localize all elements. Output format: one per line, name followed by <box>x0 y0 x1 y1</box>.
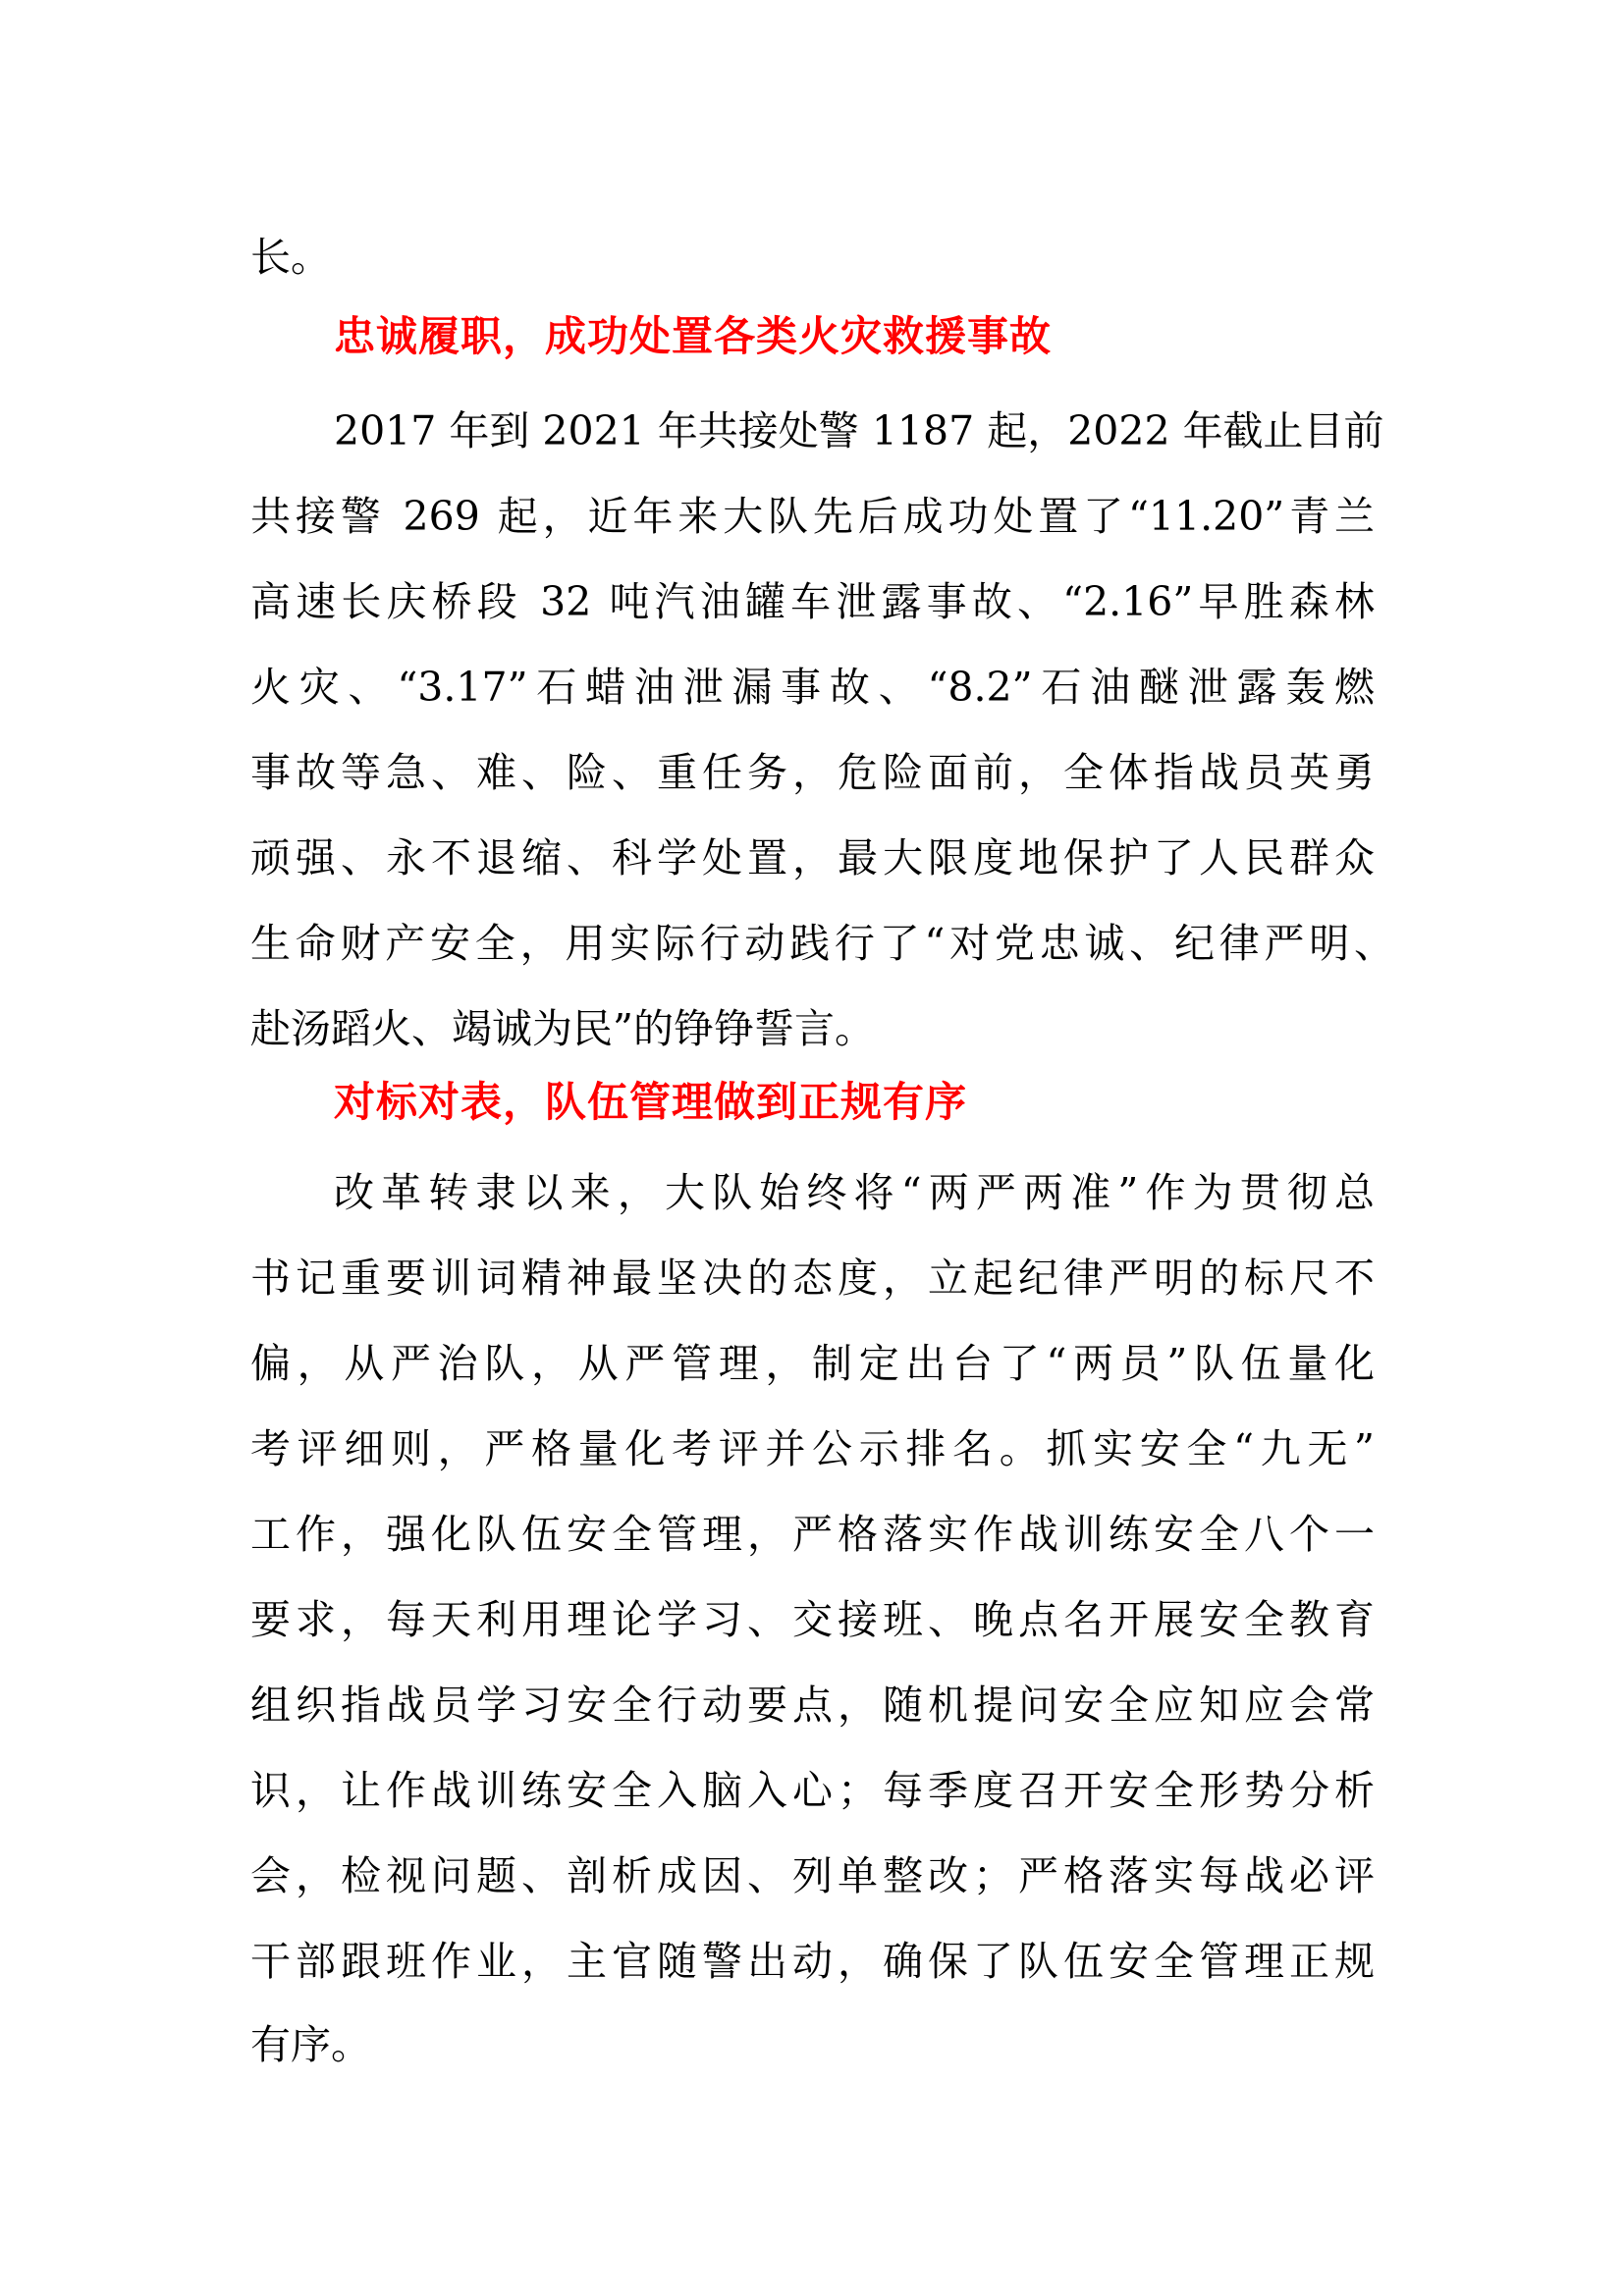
section-heading-loyal-duty: 忠诚履职，成功处置各类火灾救援事故 <box>334 312 1053 360</box>
paragraph-line: 组织指战员学习安全行动要点，随机提问安全应知应会常 <box>250 1682 1375 1729</box>
paragraph-line: 书记重要训词精神最坚决的态度，立起纪律严明的标尺不 <box>250 1255 1375 1302</box>
paragraph-line: 工作，强化队伍安全管理，严格落实作战训练安全八个一 <box>250 1511 1375 1558</box>
paragraph-line: 要求，每天利用理论学习、交接班、晚点名开展安全教育 <box>250 1596 1375 1643</box>
paragraph-line: 改革转隶以来，大队始终将“两严两准”作为贯彻总 <box>334 1169 1375 1216</box>
continuation-text: 长。 <box>250 234 331 281</box>
paragraph-line: 事故等急、难、险、重任务，危险面前，全体指战员英勇 <box>250 749 1375 796</box>
paragraph-line: 赴汤蹈火、竭诚为民”的铮铮誓言。 <box>250 1005 875 1052</box>
paragraph-line: 火灾、“3.17”石蜡油泄漏事故、“8.2”石油醚泄露轰燃 <box>250 664 1375 711</box>
paragraph-line: 偏，从严治队，从严管理，制定出台了“两员”队伍量化 <box>250 1340 1375 1387</box>
paragraph-line: 识，让作战训练安全入脑入心；每季度召开安全形势分析 <box>250 1767 1375 1814</box>
paragraph-line: 有序。 <box>250 2021 371 2068</box>
paragraph-line: 顽强、永不退缩、科学处置，最大限度地保护了人民群众 <box>250 834 1375 881</box>
paragraph-line: 高速长庆桥段 32 吨汽油罐车泄露事故、“2.16”早胜森林 <box>250 578 1375 625</box>
paragraph-line: 会，检视问题、剖析成因、列单整改；严格落实每战必评 <box>250 1852 1375 1899</box>
paragraph-line: 生命财产安全，用实际行动践行了“对党忠诚、纪律严明、 <box>250 920 1394 967</box>
paragraph-line: 共接警 269 起，近年来大队先后成功处置了“11.20”青兰 <box>250 493 1375 540</box>
paragraph-line: 干部跟班作业，主官随警出动，确保了队伍安全管理正规 <box>250 1938 1375 1985</box>
section-heading-team-management: 对标对表，队伍管理做到正规有序 <box>334 1078 968 1126</box>
paragraph-line: 考评细则，严格量化考评并公示排名。抓实安全“九无” <box>250 1425 1375 1472</box>
paragraph-line: 2017 年到 2021 年共接处警 1187 起，2022 年截止目前 <box>334 407 1384 454</box>
